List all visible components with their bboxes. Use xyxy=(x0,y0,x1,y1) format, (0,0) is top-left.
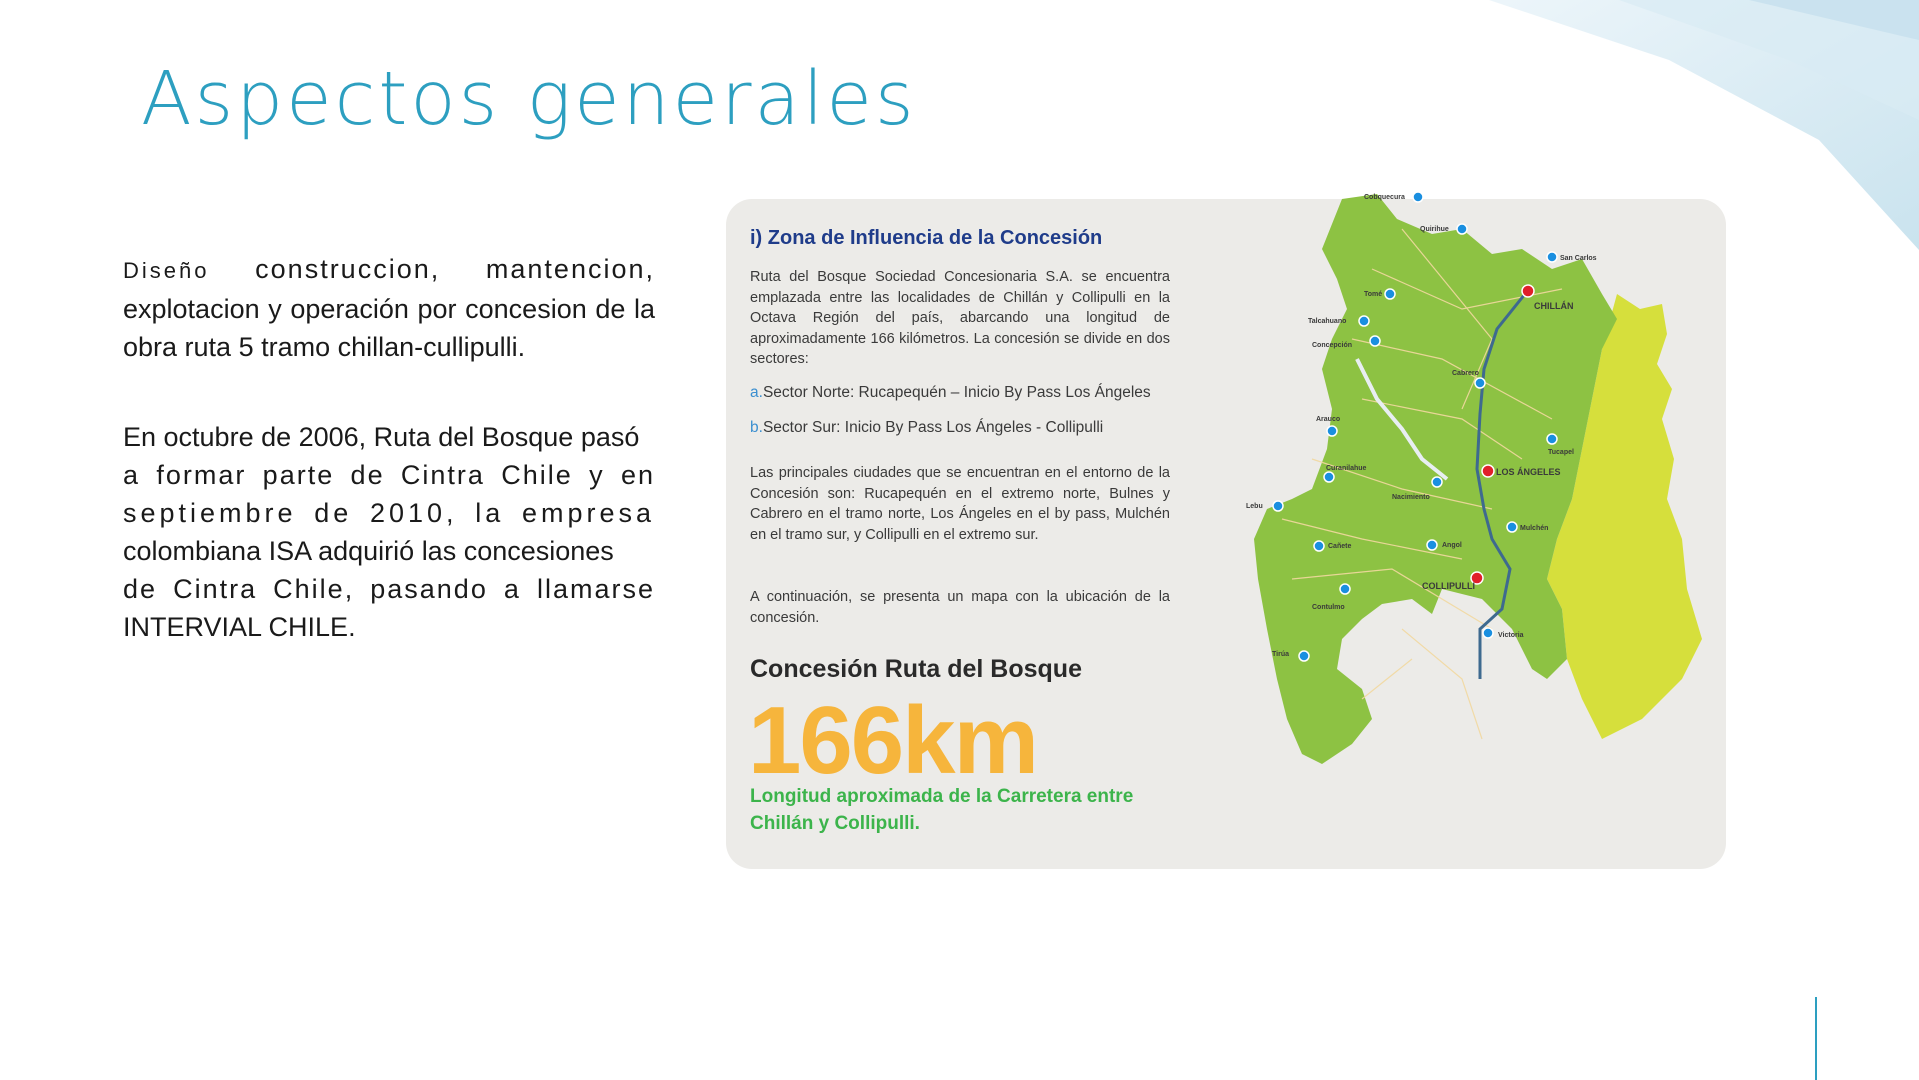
slide-title: Aspectos generales xyxy=(141,56,917,142)
paragraph-history-line: a formar parte de Cintra Chile y en xyxy=(123,460,655,490)
city-label-contulmo: Contulmo xyxy=(1312,604,1345,611)
city-label-tirua: Tirúa xyxy=(1272,651,1289,658)
city-label-collipulli: COLLIPULLI xyxy=(1422,581,1475,591)
city-label-quirihue: Quirihue xyxy=(1420,226,1449,233)
paragraph-history-line: En octubre de 2006, Ruta del Bosque pasó xyxy=(123,422,640,452)
city-dot-curanilahue xyxy=(1324,472,1334,482)
concession-title: Concesión Ruta del Bosque xyxy=(750,655,1082,683)
side-accent-line xyxy=(1815,997,1817,1080)
paragraph-history-line: INTERVIAL CHILE. xyxy=(123,612,356,642)
city-label-canete: Cañete xyxy=(1328,543,1352,550)
city-dot-victoria xyxy=(1483,628,1493,638)
city-label-arauco: Arauco xyxy=(1316,416,1341,423)
sector-letter: a. xyxy=(750,384,763,401)
city-dot-tirua xyxy=(1299,651,1309,661)
length-caption: Longitud aproximada de la Carretera entre Chillán y Collipulli. xyxy=(750,786,1134,834)
paragraph-history-line: colombiana ISA adquirió las concesiones xyxy=(123,536,614,566)
city-dot-canete xyxy=(1314,541,1324,551)
city-dot-contulmo xyxy=(1340,584,1350,594)
city-dot-talcahuano xyxy=(1359,316,1369,326)
city-label-nacimiento: Nacimiento xyxy=(1392,494,1430,501)
city-label-concepcion: Concepción xyxy=(1312,342,1353,349)
paragraph-design-line1: construccion, mantencion, xyxy=(209,254,655,284)
city-dot-los-angeles xyxy=(1482,465,1494,477)
sector-north xyxy=(750,384,1151,402)
city-label-angol: Angol xyxy=(1442,542,1462,549)
paragraph-design-rest: explotacion y operación por concesion de la obra ruta 5 tramo chillan-cullipulli. xyxy=(123,294,655,362)
card-intro: Ruta del Bosque Sociedad Concesionaria S.A. se encuentra emplazada entre las localidades de Chillán y Collipulli en la Octava Región del país, abarcando una longitud de aproximadamente 166 kilómetros. La concesión se divide en dos sectores: xyxy=(750,269,1170,367)
city-dot-mulchen xyxy=(1507,522,1517,532)
city-label-tome: Tomé xyxy=(1364,291,1383,298)
card-cities-text: Las principales ciudades que se encuentran en el entorno de la Concesión son: Rucapequén en el extremo norte, Bulnes y Cabrero en el tramo norte, Los Ángeles en el by pass, Mulchén en el tramo sur, y Collipulli en el extremo sur. xyxy=(750,465,1170,543)
city-dot-tome xyxy=(1385,289,1395,299)
city-label-victoria: Victoria xyxy=(1498,632,1524,639)
city-label-curanilahue: Curanilahue xyxy=(1326,465,1367,472)
city-label-san-carlos: San Carlos xyxy=(1560,255,1597,262)
city-dot-quirihue xyxy=(1457,224,1467,234)
city-dot-lebu xyxy=(1273,501,1283,511)
city-label-lebu: Lebu xyxy=(1246,503,1263,510)
city-label-mulchen: Mulchén xyxy=(1520,525,1549,532)
sector-south xyxy=(750,419,1103,437)
sector-text: Sector Sur: Inicio By Pass Los Ángeles - Collipulli xyxy=(762,419,1104,436)
city-dot-concepcion xyxy=(1370,336,1380,346)
city-label-tucapel: Tucapel xyxy=(1548,449,1574,456)
city-dot-angol xyxy=(1427,540,1437,550)
sector-text: Sector Norte: Rucapequén – Inicio By Pass Los Ángeles xyxy=(762,384,1151,401)
concession-infographic xyxy=(726,194,1726,869)
city-label-talcahuano: Talcahuano xyxy=(1308,318,1347,325)
city-label-cabrero: Cabrero xyxy=(1452,370,1479,377)
paragraph-design-first-word: Diseño xyxy=(123,258,210,283)
card-map-intro: A continuación, se presenta un mapa con la ubicación de la concesión. xyxy=(750,589,1170,626)
paragraph-design xyxy=(123,250,655,366)
city-label-chillan: CHILLÁN xyxy=(1534,301,1574,311)
city-dot-tucapel xyxy=(1547,434,1557,444)
city-label-los-angeles: LOS ÁNGELES xyxy=(1496,467,1561,477)
city-dot-san-carlos xyxy=(1547,252,1557,262)
city-dot-cabrero xyxy=(1475,378,1485,388)
paragraph-history xyxy=(123,418,655,646)
paragraph-history-line: septiembre de 2010, la empresa xyxy=(123,498,655,528)
city-dot-chillan xyxy=(1522,285,1534,297)
card-heading: i) Zona de Influencia de la Concesión xyxy=(750,227,1103,249)
city-dot-cobquecura xyxy=(1413,192,1423,202)
region-map xyxy=(1162,159,1702,779)
city-dot-nacimiento xyxy=(1432,477,1442,487)
paragraph-history-line: de Cintra Chile, pasando a llamarse xyxy=(123,574,655,604)
city-label-cobquecura: Cobquecura xyxy=(1364,194,1405,201)
sector-letter: b. xyxy=(750,419,763,436)
city-dot-arauco xyxy=(1327,426,1337,436)
concession-length: 166km xyxy=(748,687,1037,794)
